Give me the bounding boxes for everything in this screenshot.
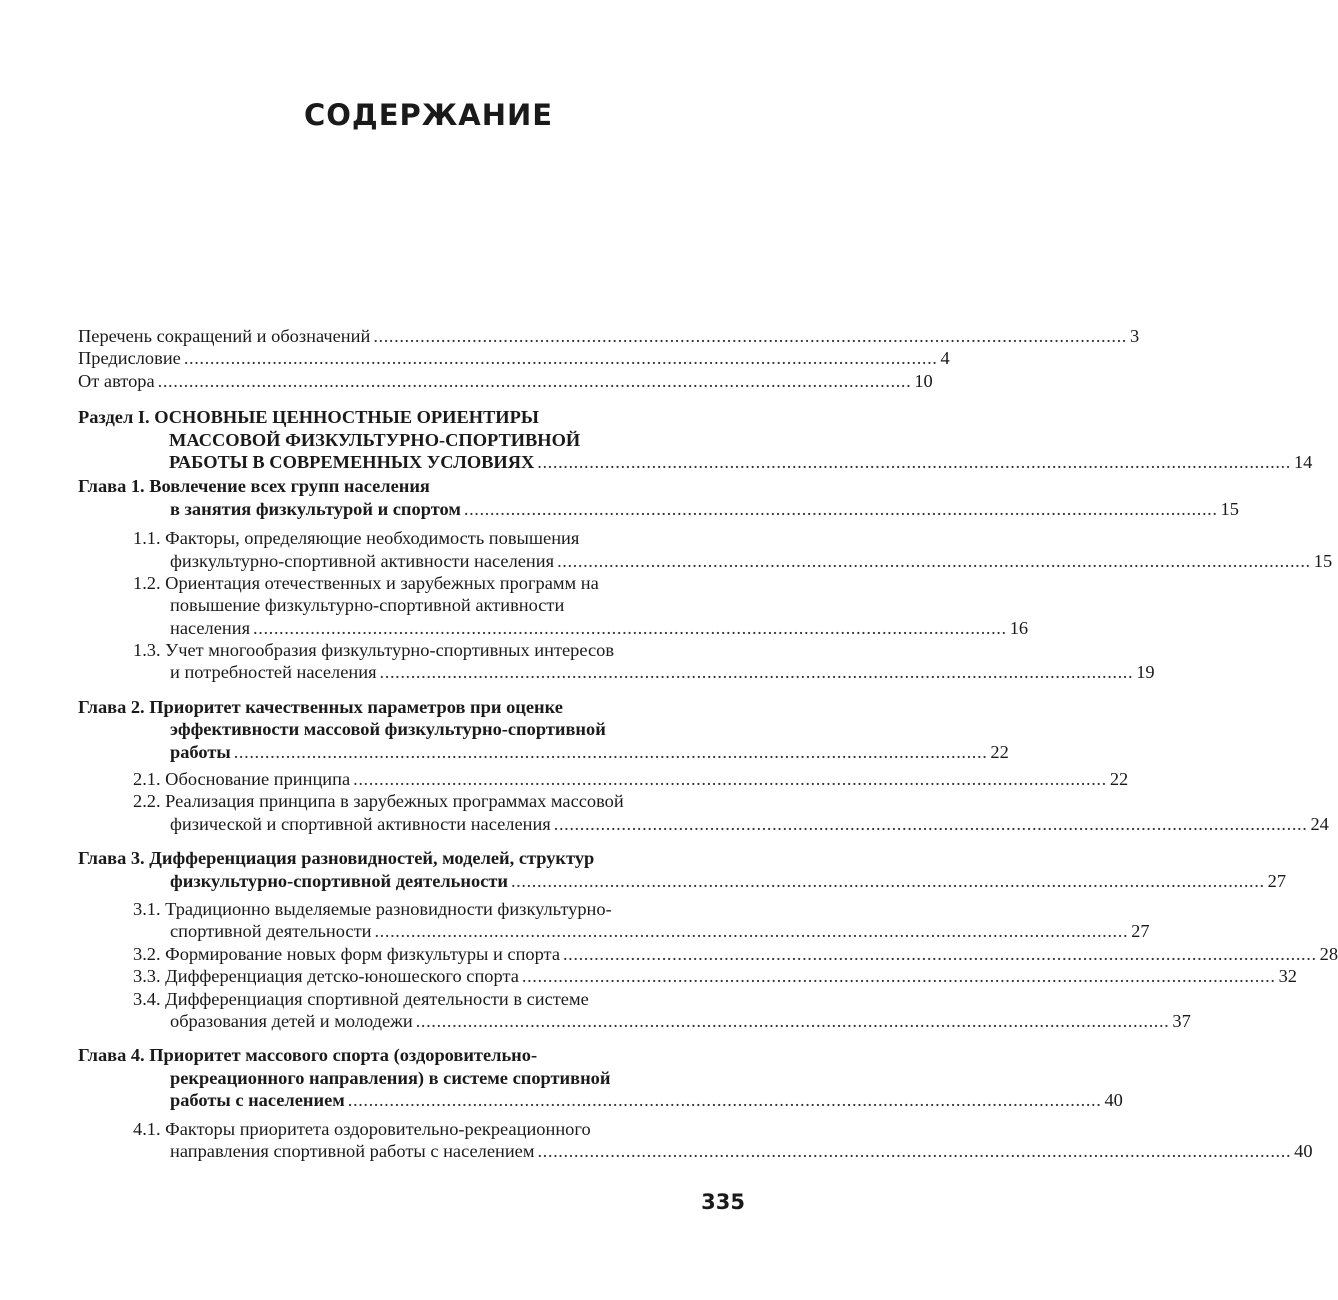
toc-entry-text: 1.2. Ориентация отечественных и зарубежных программ на bbox=[133, 572, 599, 593]
toc-entry-2-2[interactable] bbox=[78, 790, 1329, 835]
toc-entry-text: 3.1. Традиционно выделяемые разновидности физкультурно- bbox=[133, 898, 612, 919]
toc-entry-1-2[interactable] bbox=[78, 572, 1029, 639]
leader-dots: ................................................................................................................................................. bbox=[253, 617, 1007, 638]
leader-dots: ................................................................................................................................................. bbox=[353, 769, 1107, 790]
toc-entry-1-3[interactable] bbox=[78, 639, 1155, 684]
leader-dots: ................................................................................................................................................. bbox=[379, 662, 1134, 683]
toc-page-number: 10 bbox=[914, 370, 933, 391]
toc-entry-chapter-4[interactable] bbox=[78, 1044, 1123, 1111]
toc-page-number: 28 bbox=[1319, 943, 1338, 964]
toc-page-number: 22 bbox=[1109, 769, 1129, 790]
toc-entry-text: рекреационного направления) в системе спортивной bbox=[170, 1067, 611, 1088]
toc-page-number: 16 bbox=[1009, 617, 1029, 638]
leader-dots: ................................................................................................................................................. bbox=[347, 1090, 1102, 1111]
toc-entry-chapter-2[interactable] bbox=[78, 696, 1009, 763]
toc-entry-text: Глава 1. Вовлечение всех групп населения bbox=[78, 476, 430, 497]
toc-entry-text: 1.1. Факторы, определяющие необходимость повышения bbox=[133, 528, 580, 549]
toc-entry-text: и потребностей населения bbox=[170, 662, 377, 683]
toc-entry-text: Раздел I. ОСНОВНЫЕ ЦЕННОСТНЫЕ ОРИЕНТИРЫ bbox=[78, 407, 539, 428]
table-of-contents bbox=[78, 325, 1338, 1162]
toc-entry-text: направления спортивной работы с населением bbox=[170, 1140, 535, 1161]
toc-entry-3-4[interactable] bbox=[78, 988, 1191, 1033]
toc-entry-text: Глава 3. Дифференциация разновидностей, моделей, структур bbox=[78, 848, 595, 869]
leader-dots: ................................................................................................................................................. bbox=[233, 741, 988, 762]
toc-page-number: 27 bbox=[1267, 870, 1287, 891]
leader-dots: ................................................................................................................................................. bbox=[373, 326, 1128, 346]
toc-entry-text: РАБОТЫ В СОВРЕМЕННЫХ УСЛОВИЯХ bbox=[169, 451, 535, 472]
toc-entry-text: Перечень сокращений и обозначений bbox=[78, 326, 371, 346]
toc-page-number: 14 bbox=[1293, 451, 1313, 472]
toc-entry-from-author[interactable] bbox=[78, 370, 933, 392]
leader-dots: ................................................................................................................................................. bbox=[521, 966, 1276, 987]
leader-dots: ................................................................................................................................................. bbox=[374, 921, 1129, 942]
leader-dots: ................................................................................................................................................. bbox=[463, 498, 1218, 519]
toc-entry-text: 3.2. Формирование новых форм физкультуры и спорта bbox=[133, 943, 560, 964]
leader-dots: ................................................................................................................................................. bbox=[183, 348, 938, 369]
toc-entry-abbreviations[interactable] bbox=[78, 325, 1140, 347]
toc-entry-3-1[interactable] bbox=[78, 898, 1150, 943]
toc-entry-text: Предисловие bbox=[78, 348, 181, 369]
toc-page-number: 22 bbox=[990, 741, 1009, 762]
toc-entry-text: физической и спортивной активности населения bbox=[170, 813, 551, 834]
toc-entry-text: Глава 2. Приоритет качественных параметров при оценке bbox=[78, 696, 563, 717]
leader-dots: ................................................................................................................................................. bbox=[553, 813, 1308, 834]
toc-page-number: 3 bbox=[1130, 326, 1140, 346]
toc-entry-chapter-1[interactable] bbox=[78, 475, 1239, 520]
toc-entry-text: работы с населением bbox=[170, 1090, 345, 1111]
toc-page-number: 27 bbox=[1131, 921, 1150, 942]
toc-entry-text: От автора bbox=[78, 370, 155, 391]
toc-page-number: 32 bbox=[1278, 966, 1297, 987]
toc-entry-text: 4.1. Факторы приоритета оздоровительно-рекреационного bbox=[133, 1118, 591, 1139]
leader-dots: ................................................................................................................................................. bbox=[510, 870, 1265, 891]
leader-dots: ................................................................................................................................................. bbox=[537, 1140, 1292, 1161]
toc-entry-text: 2.1. Обоснование принципа bbox=[133, 769, 351, 790]
toc-entry-text: физкультурно-спортивной активности населения bbox=[170, 550, 555, 571]
leader-dots: ................................................................................................................................................. bbox=[537, 451, 1291, 472]
toc-page-number: 19 bbox=[1136, 662, 1155, 683]
page-title: СОДЕРЖАНИЕ bbox=[303, 98, 554, 132]
toc-entry-text: работы bbox=[170, 741, 231, 762]
toc-entry-1-1[interactable] bbox=[78, 527, 1333, 572]
leader-dots: ................................................................................................................................................. bbox=[415, 1010, 1170, 1031]
toc-entry-text: 3.4. Дифференциация спортивной деятельности в системе bbox=[133, 988, 589, 1009]
toc-entry-3-2[interactable] bbox=[78, 943, 1338, 965]
toc-entry-text: образования детей и молодежи bbox=[170, 1010, 413, 1031]
toc-page-number: 4 bbox=[940, 348, 950, 369]
toc-entry-text: 2.2. Реализация принципа в зарубежных программах массовой bbox=[133, 791, 624, 812]
toc-entry-text: эффективности массовой физкультурно-спортивной bbox=[170, 719, 606, 740]
toc-entry-3-3[interactable] bbox=[78, 965, 1297, 987]
toc-entry-text: повышение физкультурно-спортивной активности bbox=[170, 595, 565, 616]
toc-entry-text: МАССОВОЙ ФИЗКУЛЬТУРНО-СПОРТИВНОЙ bbox=[169, 429, 581, 450]
toc-page-number: 15 bbox=[1220, 498, 1239, 519]
toc-page-number: 24 bbox=[1310, 813, 1329, 834]
toc-entry-text: населения bbox=[170, 617, 251, 638]
toc-entry-text: 1.3. Учет многообразия физкультурно-спортивных интересов bbox=[133, 640, 615, 661]
toc-page-number: 15 bbox=[1313, 550, 1333, 571]
toc-entry-text: 3.3. Дифференциация детско-юношеского спорта bbox=[133, 966, 519, 987]
toc-entry-text: в занятия физкультурой и спортом bbox=[170, 498, 461, 519]
leader-dots: ................................................................................................................................................. bbox=[557, 550, 1311, 571]
leader-dots: ................................................................................................................................................. bbox=[562, 943, 1317, 964]
toc-entry-chapter-3[interactable] bbox=[78, 847, 1287, 892]
page-number: 335 bbox=[701, 1190, 745, 1214]
toc-page-number: 40 bbox=[1294, 1140, 1313, 1161]
toc-entry-text: физкультурно-спортивной деятельности bbox=[170, 870, 508, 891]
toc-entry-preface[interactable] bbox=[78, 347, 950, 369]
toc-page-number: 40 bbox=[1104, 1090, 1123, 1111]
leader-dots: ................................................................................................................................................. bbox=[157, 370, 912, 391]
toc-page-number: 37 bbox=[1172, 1010, 1191, 1031]
toc-entry-4-1[interactable] bbox=[78, 1118, 1313, 1163]
toc-entry-2-1[interactable] bbox=[78, 768, 1129, 790]
toc-entry-text: Глава 4. Приоритет массового спорта (оздоровительно- bbox=[78, 1045, 538, 1066]
toc-entry-section-1[interactable] bbox=[78, 406, 1313, 473]
toc-entry-text: спортивной деятельности bbox=[170, 921, 372, 942]
